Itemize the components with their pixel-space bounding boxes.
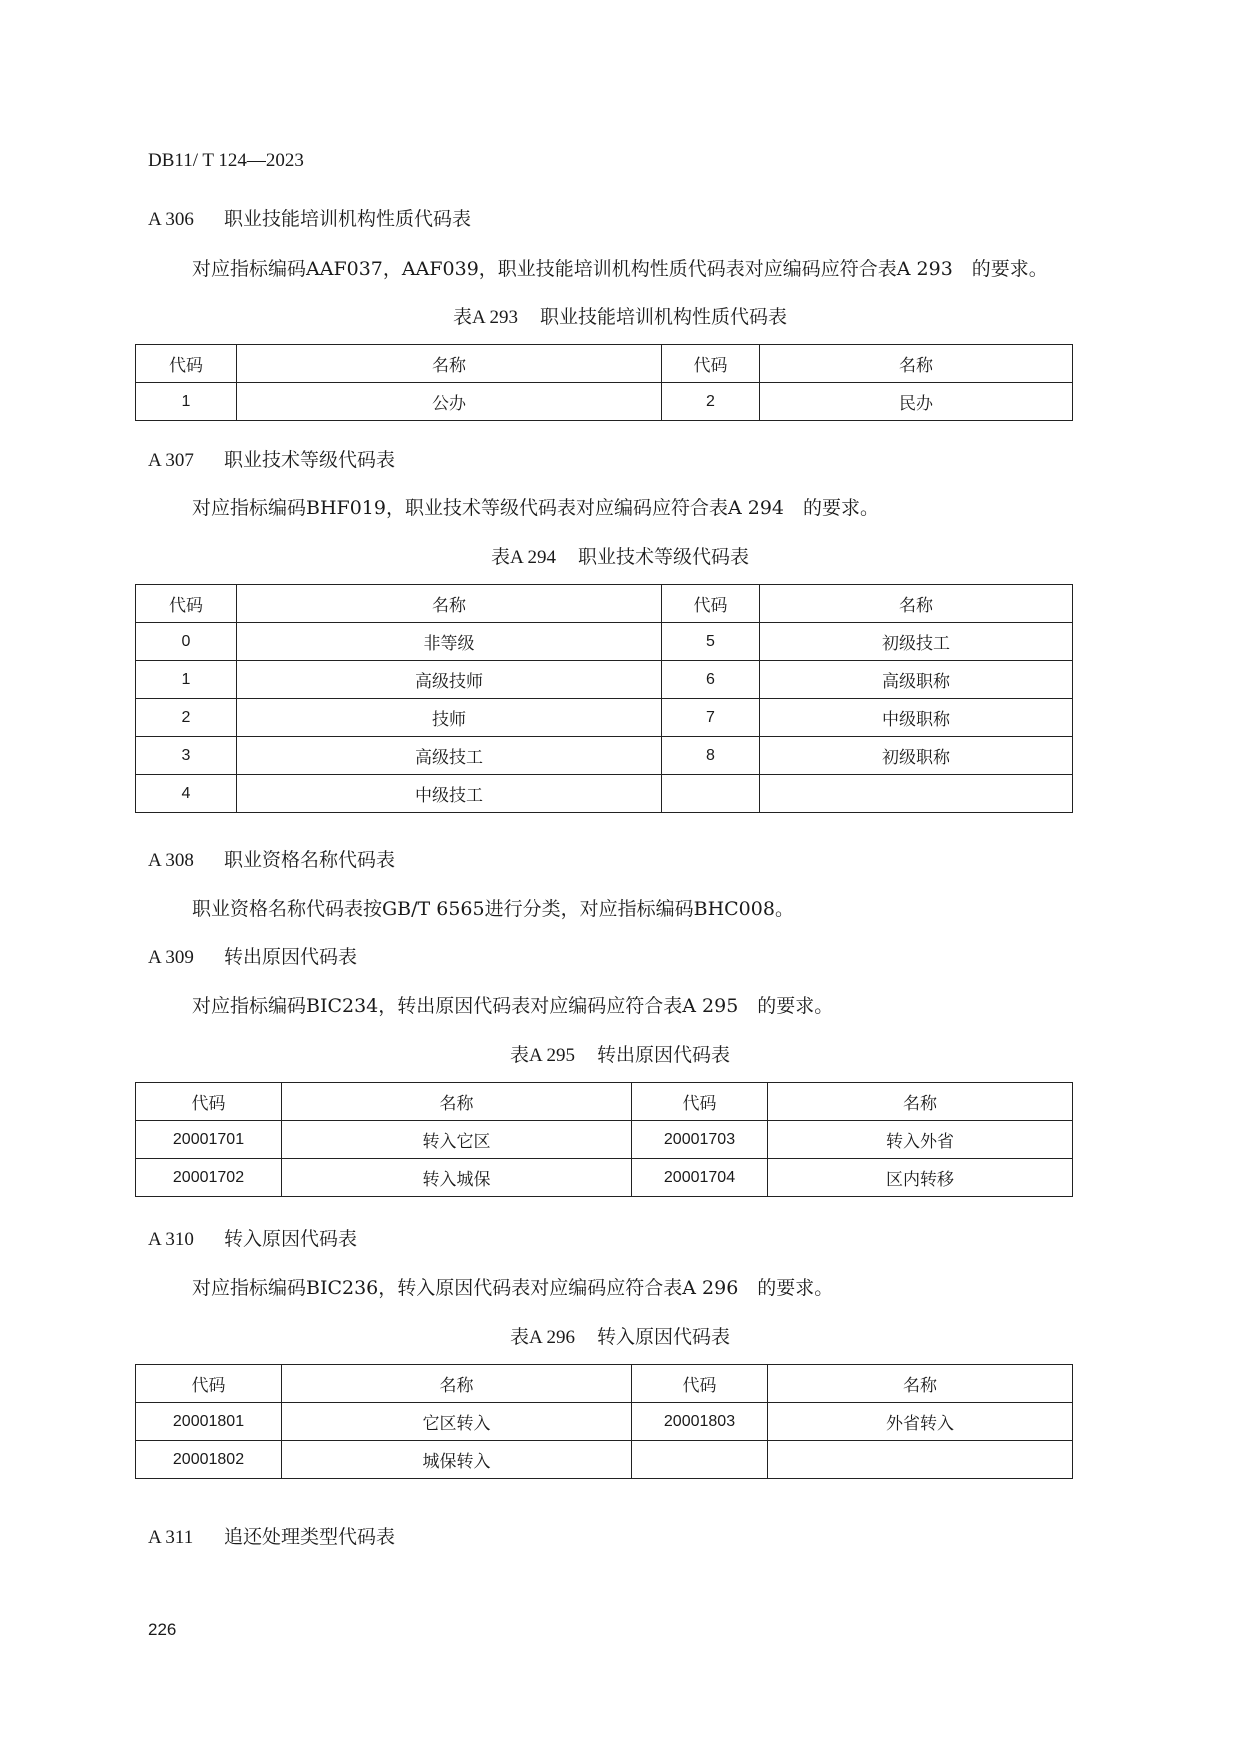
name-cell [760, 775, 1073, 813]
section-heading-a308 [148, 845, 395, 872]
name-cell: 它区转入 [282, 1403, 632, 1441]
table-row [136, 775, 1073, 813]
section-number: A 306 [148, 209, 194, 230]
name-cell: 转入外省 [768, 1121, 1073, 1159]
name-cell: 中级职称 [760, 699, 1073, 737]
code-cell: 7 [662, 699, 760, 737]
table-row [136, 737, 1073, 775]
table-title: 职业技术等级代码表 [577, 546, 749, 568]
header-cell: 代码 [662, 345, 760, 383]
header-cell: 名称 [760, 585, 1073, 623]
table-row [136, 623, 1073, 661]
header-cell: 名称 [237, 345, 662, 383]
name-cell: 初级技工 [760, 623, 1073, 661]
header-cell: 代码 [632, 1365, 768, 1403]
code-cell [632, 1441, 768, 1479]
section-title: 转入原因代码表 [224, 1228, 358, 1250]
section-text-a307: 对应指标编码BHF019，职业技术等级代码表对应编码应符合表A 294 的要求。 [192, 497, 880, 519]
header-cell: 名称 [282, 1083, 632, 1121]
table-row [136, 661, 1073, 699]
table-a295 [135, 1082, 1073, 1197]
header-cell: 代码 [136, 1365, 282, 1403]
name-cell: 转入它区 [282, 1121, 632, 1159]
section-text-a309: 对应指标编码BIC234，转出原因代码表对应编码应符合表A 295 的要求。 [192, 995, 834, 1017]
table-header-row [136, 1365, 1073, 1403]
code-cell: 20001702 [136, 1159, 282, 1197]
code-cell: 20001801 [136, 1403, 282, 1441]
name-cell: 外省转入 [768, 1403, 1073, 1441]
section-text-a310: 对应指标编码BIC236，转入原因代码表对应编码应符合表A 296 的要求。 [192, 1277, 834, 1299]
table-number: 表A 294 [491, 547, 556, 568]
header-cell: 代码 [136, 585, 237, 623]
section-text-a306: 对应指标编码AAF037，AAF039，职业技能培训机构性质代码表对应编码应符合表A 293 的要求。 [192, 258, 1048, 280]
table-title: 转出原因代码表 [596, 1044, 730, 1066]
code-cell: 20001803 [632, 1403, 768, 1441]
name-cell: 转入城保 [282, 1159, 632, 1197]
header-cell: 代码 [136, 1083, 282, 1121]
name-cell: 高级技工 [237, 737, 662, 775]
section-number: A 307 [148, 450, 194, 471]
name-cell: 高级技师 [237, 661, 662, 699]
header-cell: 名称 [768, 1365, 1073, 1403]
section-heading-a306 [148, 204, 471, 231]
table-caption-a296 [0, 1322, 1240, 1349]
table-header-row [136, 585, 1073, 623]
code-cell: 1 [136, 661, 237, 699]
table-a293 [135, 344, 1073, 421]
code-cell: 0 [136, 623, 237, 661]
name-cell: 非等级 [237, 623, 662, 661]
table-caption-a295 [0, 1040, 1240, 1067]
header-cell: 代码 [662, 585, 760, 623]
name-cell [768, 1441, 1073, 1479]
section-number: A 310 [148, 1229, 194, 1250]
code-cell: 4 [136, 775, 237, 813]
table-row [136, 1159, 1073, 1197]
table-number: 表A 296 [510, 1327, 575, 1348]
table-header-row [136, 345, 1073, 383]
document-code: DB11/ T 124—2023 [148, 150, 304, 171]
header-cell: 代码 [136, 345, 237, 383]
code-cell: 20001703 [632, 1121, 768, 1159]
section-text-a308: 职业资格名称代码表按GB/T 6565进行分类，对应指标编码BHC008。 [192, 898, 794, 920]
table-row [136, 383, 1073, 421]
section-title: 追还处理类型代码表 [224, 1526, 396, 1548]
header-cell: 名称 [237, 585, 662, 623]
table-number: 表A 295 [510, 1045, 575, 1066]
name-cell: 公办 [237, 383, 662, 421]
table-row [136, 1121, 1073, 1159]
name-cell: 城保转入 [282, 1441, 632, 1479]
table-row [136, 1403, 1073, 1441]
name-cell: 初级职称 [760, 737, 1073, 775]
code-cell: 20001704 [632, 1159, 768, 1197]
section-title: 职业资格名称代码表 [224, 849, 396, 871]
section-heading-a309 [148, 942, 357, 969]
table-header-row [136, 1083, 1073, 1121]
table-row [136, 699, 1073, 737]
section-heading-a310 [148, 1224, 357, 1251]
table-caption-a294 [0, 542, 1240, 569]
section-heading-a307 [148, 445, 395, 472]
section-title: 职业技术等级代码表 [224, 449, 396, 471]
code-cell: 8 [662, 737, 760, 775]
table-row [136, 1441, 1073, 1479]
section-heading-a311 [148, 1522, 395, 1549]
code-cell: 6 [662, 661, 760, 699]
code-cell: 1 [136, 383, 237, 421]
name-cell: 区内转移 [768, 1159, 1073, 1197]
table-a296 [135, 1364, 1073, 1479]
table-number: 表A 293 [453, 307, 518, 328]
section-title: 转出原因代码表 [224, 946, 358, 968]
name-cell: 中级技工 [237, 775, 662, 813]
section-title: 职业技能培训机构性质代码表 [224, 208, 472, 230]
code-cell: 2 [136, 699, 237, 737]
section-number: A 309 [148, 947, 194, 968]
section-number: A 308 [148, 850, 194, 871]
table-title: 转入原因代码表 [596, 1326, 730, 1348]
table-caption-a293 [0, 302, 1240, 329]
code-cell [662, 775, 760, 813]
page-number: 226 [148, 1620, 177, 1639]
code-cell: 20001701 [136, 1121, 282, 1159]
header-cell: 名称 [768, 1083, 1073, 1121]
code-cell: 3 [136, 737, 237, 775]
code-cell: 20001802 [136, 1441, 282, 1479]
header-cell: 名称 [760, 345, 1073, 383]
name-cell: 民办 [760, 383, 1073, 421]
table-a294 [135, 584, 1073, 813]
header-cell: 名称 [282, 1365, 632, 1403]
table-title: 职业技能培训机构性质代码表 [539, 306, 787, 328]
section-number: A 311 [148, 1527, 194, 1548]
name-cell: 高级职称 [760, 661, 1073, 699]
code-cell: 2 [662, 383, 760, 421]
code-cell: 5 [662, 623, 760, 661]
header-cell: 代码 [632, 1083, 768, 1121]
name-cell: 技师 [237, 699, 662, 737]
